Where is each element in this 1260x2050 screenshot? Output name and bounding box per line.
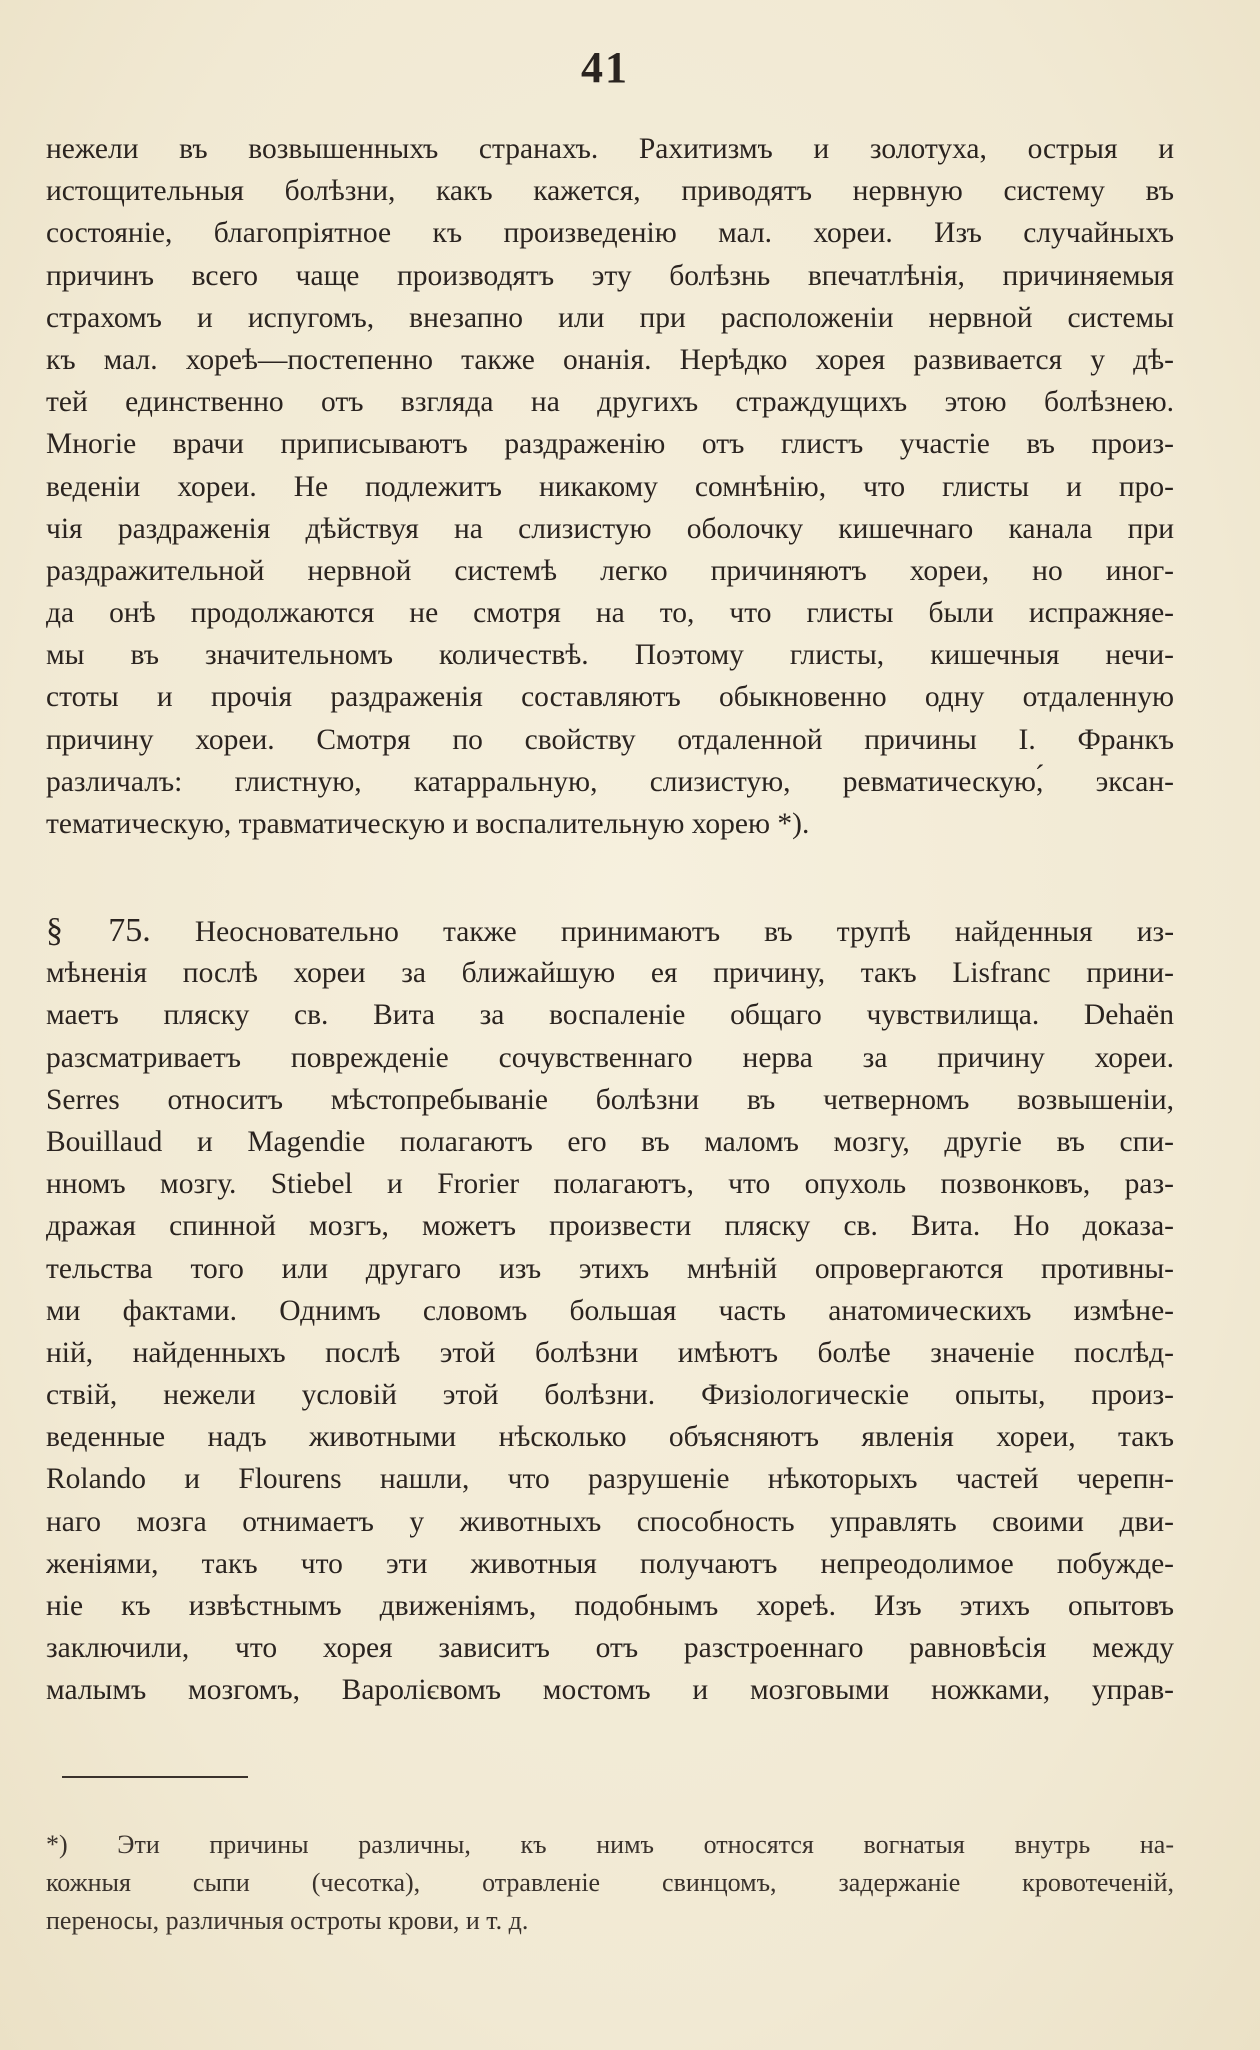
text-line: причинъ всего чаще производятъ эту болѣзнь впечатлѣнія, причиняемыя xyxy=(46,259,1174,292)
text-line: тельства того или другаго изъ этихъ мнѣній опровергаются противны- xyxy=(46,1252,1174,1285)
text-line: Многіе врачи приписываютъ раздраженію отъ глистъ участіе въ произ- xyxy=(46,428,1174,461)
text-line: стоты и прочія раздраженія составляютъ обыкновенно одну отдаленную xyxy=(46,681,1174,714)
text-line: Rolando и Flourens нашли, что разрушеніе нѣкоторыхъ частей черепн- xyxy=(46,1463,1174,1496)
text-line: чія раздраженія дѣйствуя на слизистую оболочку кишечнаго канала при xyxy=(46,512,1174,545)
text-line: нномъ мозгу. Stiebel и Frorier полагаютъ, что опухоль позвонковъ, раз- xyxy=(46,1168,1174,1201)
text-line: ній, найденныхъ послѣ этой болѣзни имѣютъ болѣе значеніе послѣд- xyxy=(46,1336,1174,1369)
footnote-line: кожныя сыпи (чесотка), отравленіе свинцомъ, задержаніе кровотеченій, xyxy=(46,1868,1174,1897)
text-line: разсматриваетъ поврежденіе сочувственнаго нерва за причину хореи. xyxy=(46,1041,1174,1074)
text-line: истощительныя болѣзни, какъ кажется, приводятъ нервную систему въ xyxy=(46,175,1174,208)
paragraph-1 xyxy=(46,128,1174,845)
paragraph-2 xyxy=(46,910,1174,1712)
text-line-continuation: Неосновательно также принимаютъ въ трупѣ найденныя из- xyxy=(194,916,1174,948)
text-line: наго мозга отнимаетъ у животныхъ способность управлять своими дви- xyxy=(46,1505,1174,1538)
page-number: 41 xyxy=(581,43,629,92)
text-line: различалъ: глистную, катарральную, слизистую, ревматическую,́ эксан- xyxy=(46,765,1174,798)
text-line: женіями, такъ что эти животныя получаютъ непреодолимое побужде- xyxy=(46,1547,1174,1580)
footnote-line: *) Эти причины различны, къ нимъ относятся вогнатыя внутрь на- xyxy=(46,1830,1174,1859)
text-line: тей единственно отъ взгляда на другихъ страждущихъ этою болѣзнею. xyxy=(46,386,1174,419)
text-line: веденные надъ животными нѣсколько объясняютъ явленія хореи, такъ xyxy=(46,1421,1174,1454)
text-line: ніе къ извѣстнымъ движеніямъ, подобнымъ хореѣ. Изъ этихъ опытовъ xyxy=(46,1590,1174,1622)
text-line: да онѣ продолжаются не смотря на то, что глисты были испражняе- xyxy=(46,597,1174,630)
footnote-divider xyxy=(62,1776,248,1778)
footnote-line: переносы, различныя остроты крови, и т. д. xyxy=(46,1906,529,1935)
text-line: тематическую, травматическую и воспалительную хорею *). xyxy=(46,808,810,840)
text-line: мѣненія послѣ хореи за ближайшую ея причину, такъ Lisfranc прини- xyxy=(46,957,1174,990)
text-line: къ мал. хореѣ—постепенно также онанія. Нерѣдко хорея развивается у дѣ- xyxy=(46,343,1174,376)
text-line: Serres относитъ мѣстопребываніе болѣзни въ четверномъ возвышеніи, xyxy=(46,1083,1174,1116)
text-line: страхомъ и испугомъ, внезапно или при расположеніи нервной системы xyxy=(46,301,1174,334)
text-line: Bouillaud и Magendie полагаютъ его въ маломъ мозгу, другіе въ спи- xyxy=(46,1125,1174,1158)
text-line: состояніе, благопріятное къ произведенію мал. хореи. Изъ случайныхъ xyxy=(46,217,1174,250)
footnote xyxy=(46,1826,1174,1940)
text-line: мы въ значительномъ количествѣ. Поэтому глисты, кишечныя нечи- xyxy=(46,639,1174,672)
text-line: малымъ мозгомъ, Варолієвомъ мостомъ и мозговыми ножками, управ- xyxy=(46,1674,1174,1707)
text-line: причину хореи. Смотря по свойству отдаленной причины І. Франкъ xyxy=(46,723,1174,756)
text-line: раздражительной нервной системѣ легко причиняютъ хореи, но иног- xyxy=(46,554,1174,587)
text-line: нежели въ возвышенныхъ странахъ. Рахитизмъ и золотуха, острыя и xyxy=(46,133,1174,165)
text-line: ми фактами. Однимъ словомъ большая часть анатомическихъ измѣне- xyxy=(46,1294,1174,1327)
text-line: дражая спинной мозгъ, можетъ произвести пляску св. Вита. Но доказа- xyxy=(46,1210,1174,1243)
section-mark: § 75. xyxy=(46,912,151,949)
text-line: веденіи хореи. Не подлежитъ никакому сомнѣнію, что глисты и про- xyxy=(46,470,1174,503)
text-line: маетъ пляску св. Вита за воспаленіе общаго чувствилища. Dehaën xyxy=(46,999,1174,1032)
text-line: заключили, что хорея зависитъ отъ разстроеннаго равновѣсія между xyxy=(46,1632,1174,1665)
text-line: ствій, нежели условій этой болѣзни. Физіологическіе опыты, произ- xyxy=(46,1379,1174,1412)
text-line-with-section xyxy=(46,910,1174,952)
